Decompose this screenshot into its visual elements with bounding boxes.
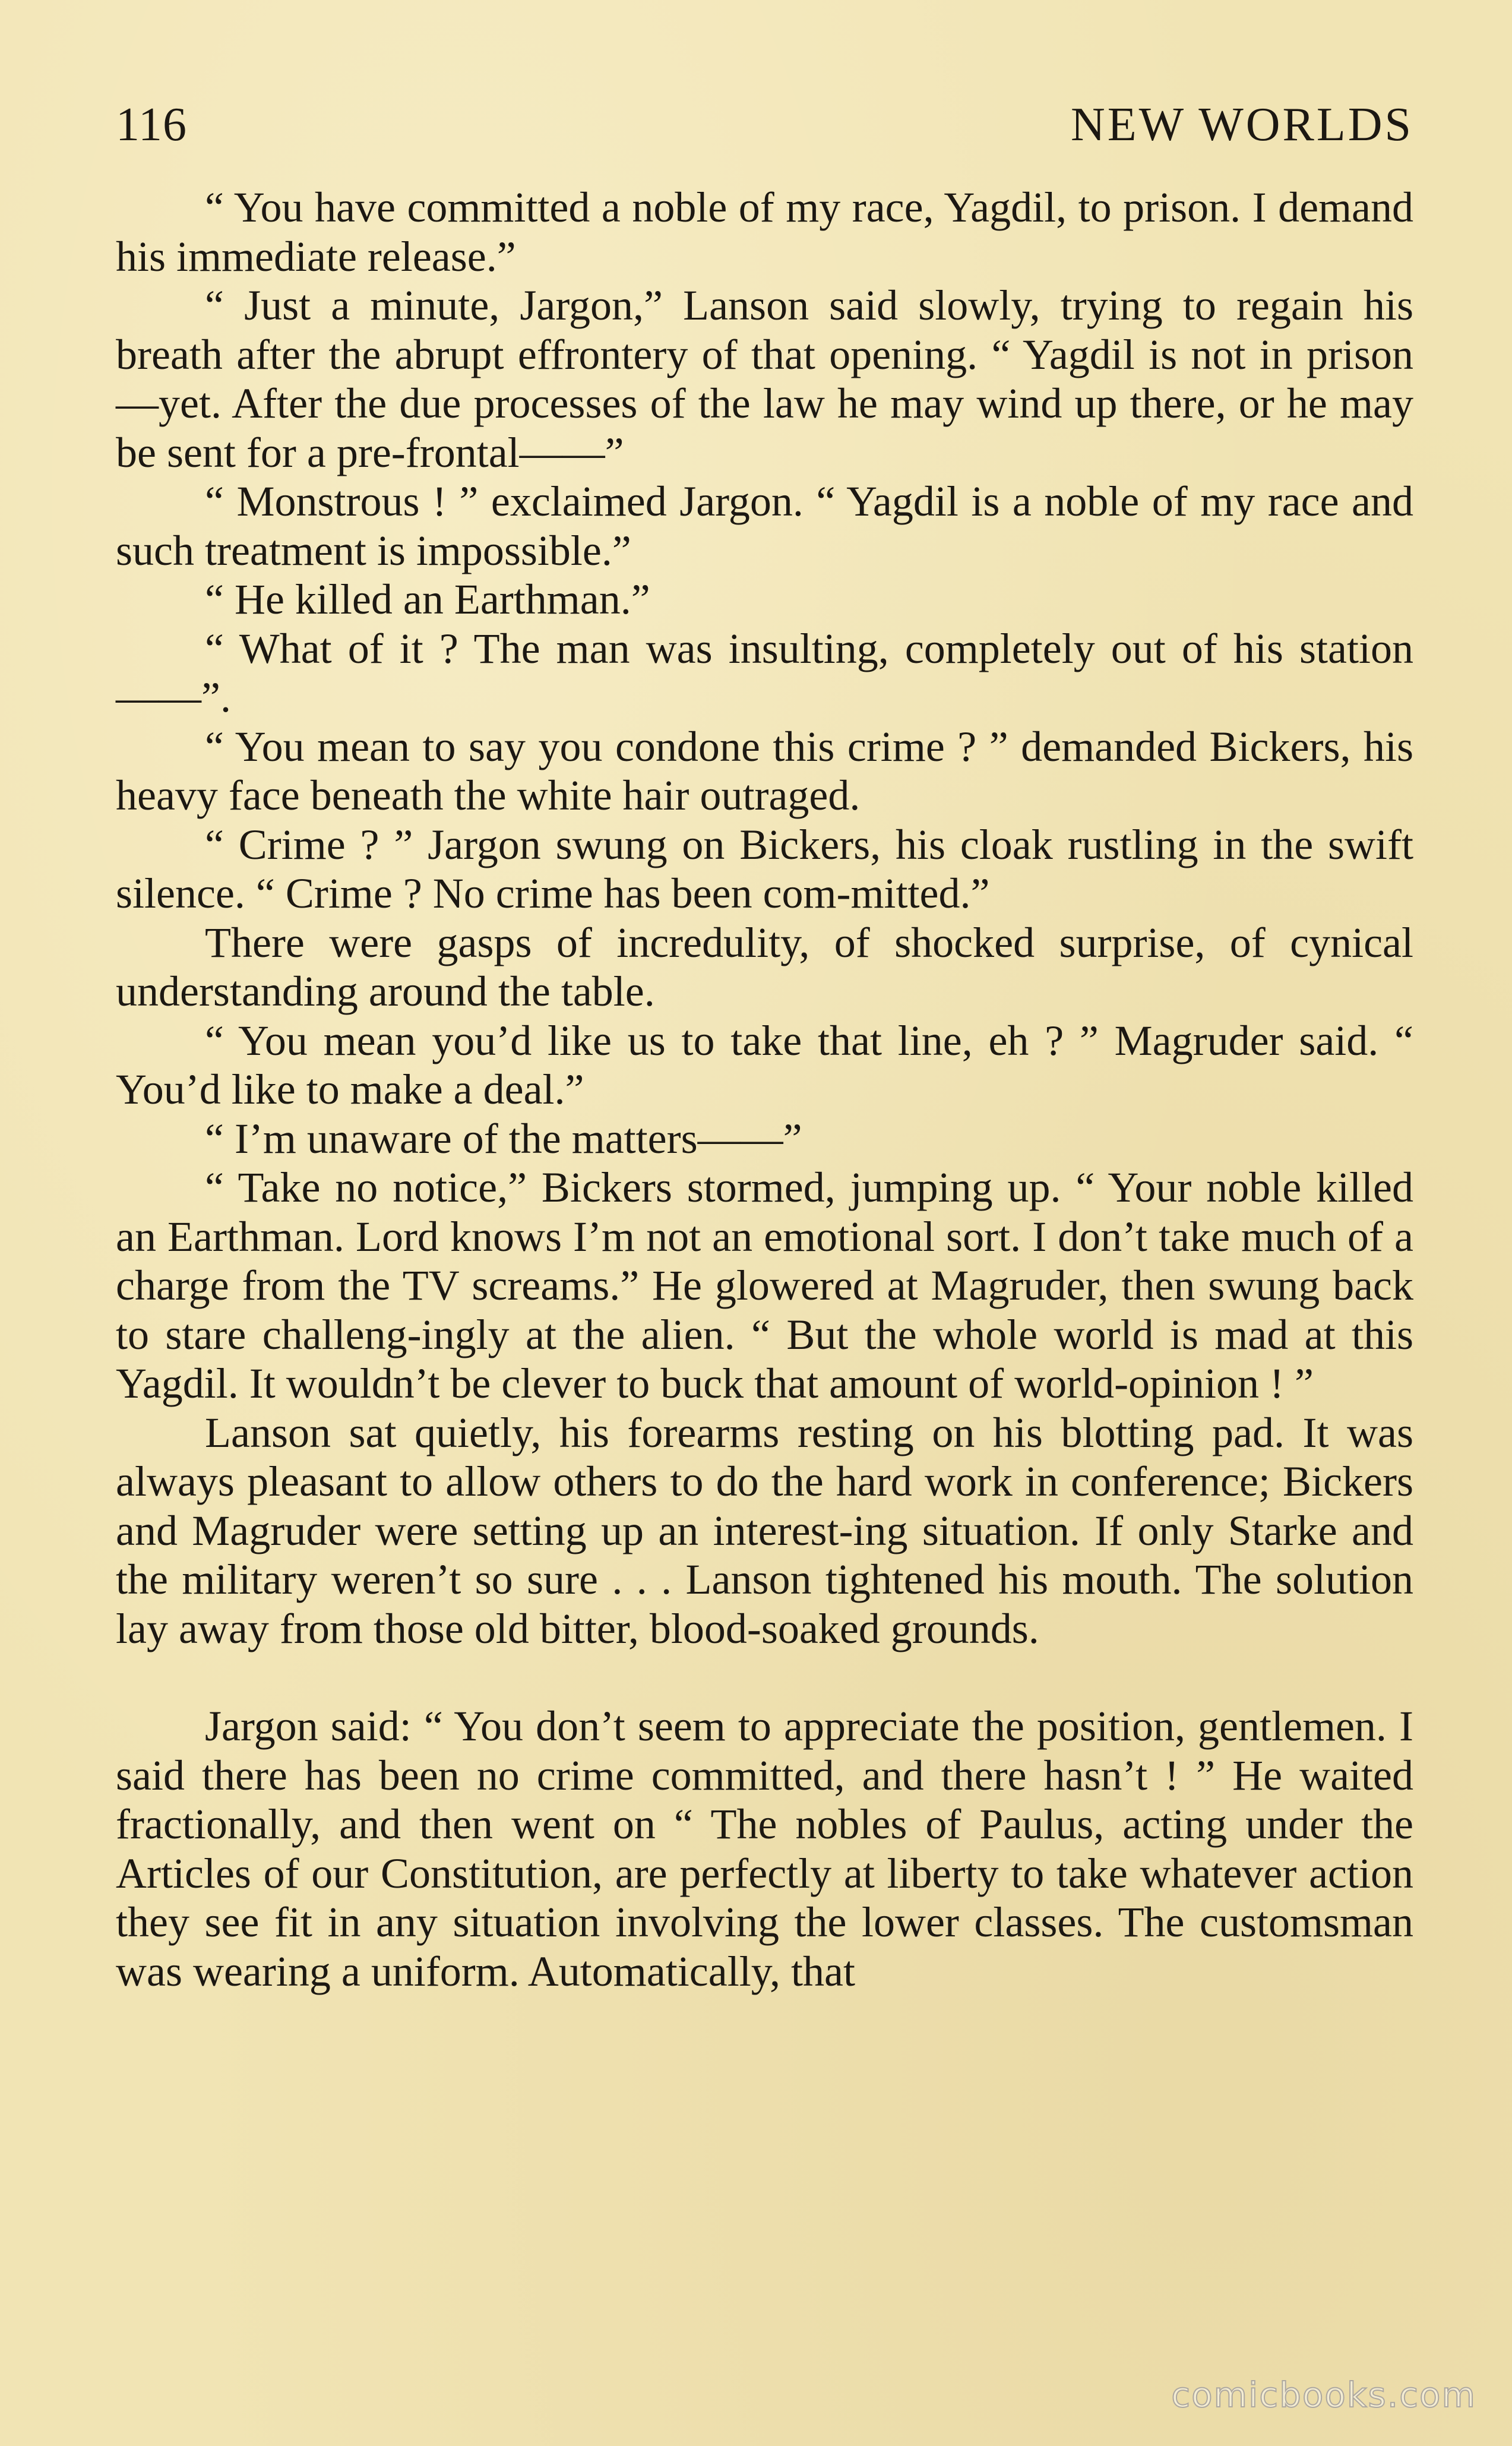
paragraph: “ I’m unaware of the matters——”	[205, 1114, 802, 1162]
page-header	[116, 101, 1413, 160]
watermark: comicbooks.com	[1171, 2375, 1476, 2415]
paragraph: “ Crime ? ” Jargon swung on Bickers, his cloak rustling in the swift silence. “ Crime ? No crime has been com-mitted.”	[116, 820, 1413, 917]
paragraph: “ He killed an Earthman.”	[205, 576, 650, 623]
paragraph: “ Monstrous ! ” exclaimed Jargon. “ Yagdil is a noble of my race and such treatment is impossible.”	[116, 478, 1413, 574]
book-page	[116, 101, 1413, 1996]
paragraph: “ You mean you’d like us to take that line, eh ? ” Magruder said. “ You’d like to make a deal.”	[116, 1016, 1413, 1113]
paragraph: “ Take no notice,” Bickers stormed, jumping up. “ Your noble killed an Earthman. Lord knows I’m not an emotional sort. I don’t take much of a charge from the TV screams.” He glowered at Magruder, then swung back to stare challeng-ingly at the alien. “ But the whole world is mad at this Yagdil. It wouldn’t be clever to buck that amount of world-opinion ! ”	[116, 1164, 1413, 1407]
paragraph: Jargon said: “ You don’t seem to appreciate the position, gentlemen. I said there has been no crime committed, and there hasn’t ! ” He waited fractionally, and then went on “ The nobles of Paulus, acting under the Articles of our Constitution, are perfectly at liberty to take whatever action they see fit in any situation involving the lower classes. The customsman was wearing a uniform. Automatically, that	[116, 1702, 1413, 1995]
paragraph: “ Just a minute, Jargon,” Lanson said slowly, trying to regain his breath after the abrupt effrontery of that opening. “ Yagdil is not in prison—yet. After the due processes of the law he may wind up there, or he may be sent for a pre-frontal——”	[116, 282, 1413, 476]
page-number: 116	[116, 99, 188, 151]
running-head: NEW WORLDS	[1070, 99, 1413, 151]
paragraph: There were gasps of incredulity, of shocked surprise, of cynical understanding around the table.	[116, 918, 1413, 1015]
paragraph: Lanson sat quietly, his forearms resting on his blotting pad. It was always pleasant to allow others to do the hard work in conference; Bickers and Magruder were setting up an interest-ing situation. If only Starke and the military weren’t so sure . . . Lanson tightened his mouth. The solution lay away from those old bitter, blood-soaked grounds.	[116, 1408, 1413, 1652]
body-text	[116, 183, 1413, 1996]
paragraph: “ You have committed a noble of my race, Yagdil, to prison. I demand his immediate release.”	[116, 184, 1413, 280]
paragraph: “ What of it ? The man was insulting, completely out of his station——”.	[116, 624, 1413, 721]
paragraph: “ You mean to say you condone this crime ? ” demanded Bickers, his heavy face beneath the white hair outraged.	[116, 722, 1413, 819]
